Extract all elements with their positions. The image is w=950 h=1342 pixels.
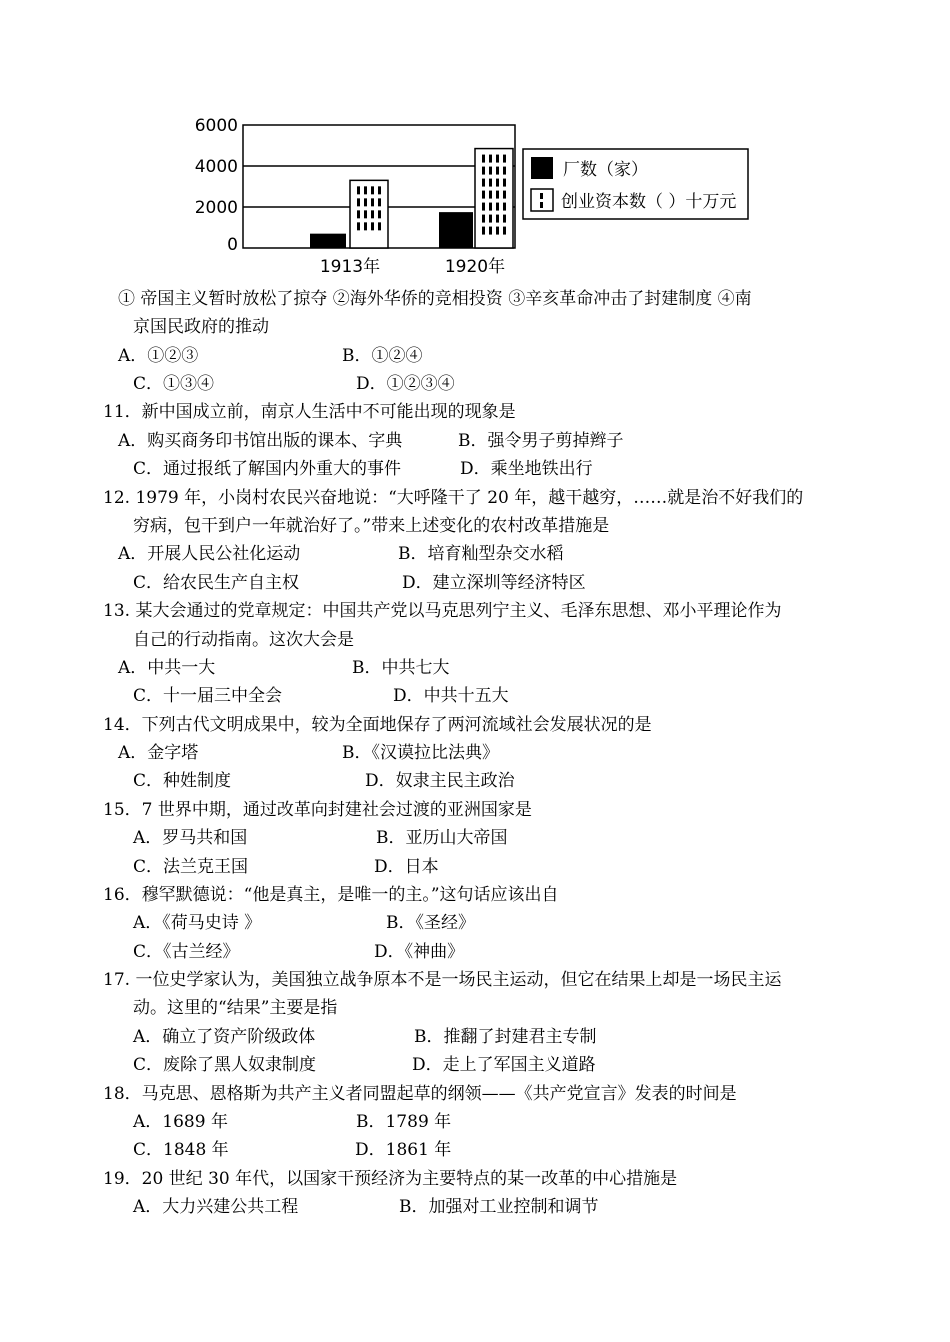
bar-window [482, 191, 485, 199]
bar-window [378, 198, 381, 206]
question-15-answer-b: B．亚历山大帝国 [376, 828, 508, 848]
question-17-answer-b: B．推翻了封建君主专制 [414, 1027, 597, 1047]
question-11-answer-c: C．通过报纸了解国内外重大的事件 [133, 459, 402, 479]
bar-window [364, 210, 367, 218]
bar-window [496, 179, 499, 187]
bar-window [371, 210, 374, 218]
bar-window [364, 186, 367, 194]
question-17-answer-a: A．确立了资产阶级政体 [133, 1027, 316, 1047]
question-12-answer-b: B．培育籼型杂交水稻 [398, 544, 564, 564]
y-tick-label: 2000 [194, 198, 238, 218]
question-13-answer-d: D．中共十五大 [393, 686, 509, 706]
bar-capital-1913年 [350, 180, 388, 248]
bar-window [371, 198, 374, 206]
question-18-answer-c: C．1848 年 [133, 1140, 229, 1160]
bar-window [489, 167, 492, 175]
bar-window [364, 222, 367, 230]
question-16-answer-b: B．《圣经》 [386, 913, 475, 933]
bar-window [357, 198, 360, 206]
question-10-answer-c: C．①③④ [133, 374, 215, 394]
question-16-answer-c: C．《古兰经》 [133, 942, 240, 962]
question-15-answer-c: C．法兰克王国 [133, 857, 249, 877]
question-13-answer-c: C．十一届三中全会 [133, 686, 283, 706]
bar-window [378, 222, 381, 230]
bar-window [496, 155, 499, 163]
question-14-answer-d: D．奴隶主民主政治 [365, 771, 515, 791]
question-12-stem: 12. 1979 年，小岗村农民兴奋地说：“大呼隆干了 20 年，越干越穷，……就是治不好我们的 [103, 488, 804, 508]
question-17-answer-c: C．废除了黑人奴隶制度 [133, 1055, 317, 1075]
bar-window [503, 203, 506, 211]
bar-capital-1920年 [475, 149, 513, 248]
question-10-answer-a: A．①②③ [118, 346, 199, 366]
question-12-stem: 穷病，包干到户一年就治好了。”带来上述变化的农村改革措施是 [133, 516, 610, 536]
question-10-answer-d: D．①②③④ [356, 374, 455, 394]
question-14-answer-b: B．《汉谟拉比法典》 [342, 743, 499, 763]
bar-chart [185, 115, 755, 285]
bar-window [489, 215, 492, 223]
bar-window [496, 203, 499, 211]
bar-window [482, 215, 485, 223]
question-15-answer-d: D．日本 [374, 857, 439, 877]
question-19-answer-b: B．加强对工业控制和调节 [399, 1197, 599, 1217]
question-12-answer-a: A．开展人民公社化运动 [118, 544, 301, 564]
bar-window [496, 227, 499, 235]
bar-window [482, 155, 485, 163]
bar-window [378, 186, 381, 194]
bar-window [378, 210, 381, 218]
bar-window [482, 167, 485, 175]
question-16-answer-a: A．《荷马史诗 》 [133, 913, 262, 933]
question-11-answer-a: A．购买商务印书馆出版的课本、字典 [118, 431, 403, 451]
question-13-answer-a: A．中共一大 [118, 658, 216, 678]
legend-swatch-factories [531, 157, 553, 179]
question-18-stem: 18．马克思、恩格斯为共产主义者同盟起草的纲领——《共产党宣言》发表的时间是 [103, 1084, 737, 1104]
bar-window [503, 167, 506, 175]
bar-window [503, 155, 506, 163]
bar-window [489, 203, 492, 211]
x-tick-label: 1913年 [319, 257, 381, 277]
bar-window [496, 191, 499, 199]
question-14-stem: 14．下列古代文明成果中，较为全面地保存了两河流域社会发展状况的是 [103, 715, 652, 735]
question-10-options-line: 京国民政府的推动 [133, 317, 269, 337]
question-13-stem: 13. 某大会通过的党章规定：中国共产党以马克思列宁主义、毛泽东思想、邓小平理论作为 [103, 601, 782, 621]
question-19-stem: 19．20 世纪 30 年代，以国家干预经济为主要特点的某一改革的中心措施是 [103, 1169, 678, 1189]
question-14-answer-c: C．种姓制度 [133, 771, 232, 791]
bar-window [489, 227, 492, 235]
question-14-answer-a: A．金字塔 [118, 743, 199, 763]
question-17-stem: 动。这里的“结果”主要是指 [133, 998, 338, 1018]
bar-window [364, 198, 367, 206]
bar-factories-1920年 [439, 212, 473, 248]
question-12-answer-d: D．建立深圳等经济特区 [402, 573, 586, 593]
question-13-answer-b: B．中共七大 [352, 658, 450, 678]
question-19-answer-a: A．大力兴建公共工程 [133, 1197, 299, 1217]
question-11-stem: 11．新中国成立前，南京人生活中不可能出现的现象是 [103, 402, 516, 422]
bar-window [482, 227, 485, 235]
bar-window [371, 222, 374, 230]
question-17-answer-d: D．走上了军国主义道路 [412, 1055, 596, 1075]
bar-window [503, 191, 506, 199]
question-17-stem: 17. 一位史学家认为，美国独立战争原本不是一场民主运动，但它在结果上却是一场民主运 [103, 970, 782, 990]
y-tick-label: 6000 [194, 116, 238, 136]
question-18-answer-b: B．1789 年 [356, 1112, 452, 1132]
question-18-answer-a: A．1689 年 [133, 1112, 228, 1132]
y-tick-label: 4000 [194, 157, 238, 177]
bar-window [503, 179, 506, 187]
y-tick-label: 0 [227, 235, 238, 255]
bar-window [357, 186, 360, 194]
question-16-stem: 16．穆罕默德说：“他是真主，是唯一的主。”这句话应该出自 [103, 885, 559, 905]
question-11-answer-d: D．乘坐地铁出行 [460, 459, 593, 479]
bar-window [503, 215, 506, 223]
question-11-answer-b: B．强令男子剪掉辫子 [458, 431, 624, 451]
bar-window [496, 167, 499, 175]
question-13-stem: 自己的行动指南。这次大会是 [133, 630, 354, 650]
legend-label-capital: 创业资本数（ ）十万元 [561, 192, 737, 212]
bar-window [489, 155, 492, 163]
bar-window [482, 203, 485, 211]
bar-window [357, 210, 360, 218]
bar-window [489, 179, 492, 187]
question-16-answer-d: D．《神曲》 [374, 942, 465, 962]
question-15-answer-a: A．罗马共和国 [133, 828, 248, 848]
bar-window [371, 186, 374, 194]
question-15-stem: 15．7 世界中期，通过改革向封建社会过渡的亚洲国家是 [103, 800, 532, 820]
x-tick-label: 1920年 [444, 257, 506, 277]
bar-window [482, 179, 485, 187]
bar-window [357, 222, 360, 230]
legend-label-factories: 厂数（家） [563, 160, 648, 180]
question-10-options-line: ① 帝国主义暂时放松了掠夺 ②海外华侨的竞相投资 ③辛亥革命冲击了封建制度 ④南 [118, 289, 752, 309]
legend-swatch-window [540, 202, 543, 208]
legend-swatch-window [540, 193, 543, 199]
bar-window [496, 215, 499, 223]
question-12-answer-c: C．给农民生产自主权 [133, 573, 300, 593]
question-18-answer-d: D．1861 年 [355, 1140, 452, 1160]
bar-factories-1913年 [310, 234, 346, 248]
bar-window [503, 227, 506, 235]
question-10-answer-b: B．①②④ [342, 346, 423, 366]
bar-window [489, 191, 492, 199]
